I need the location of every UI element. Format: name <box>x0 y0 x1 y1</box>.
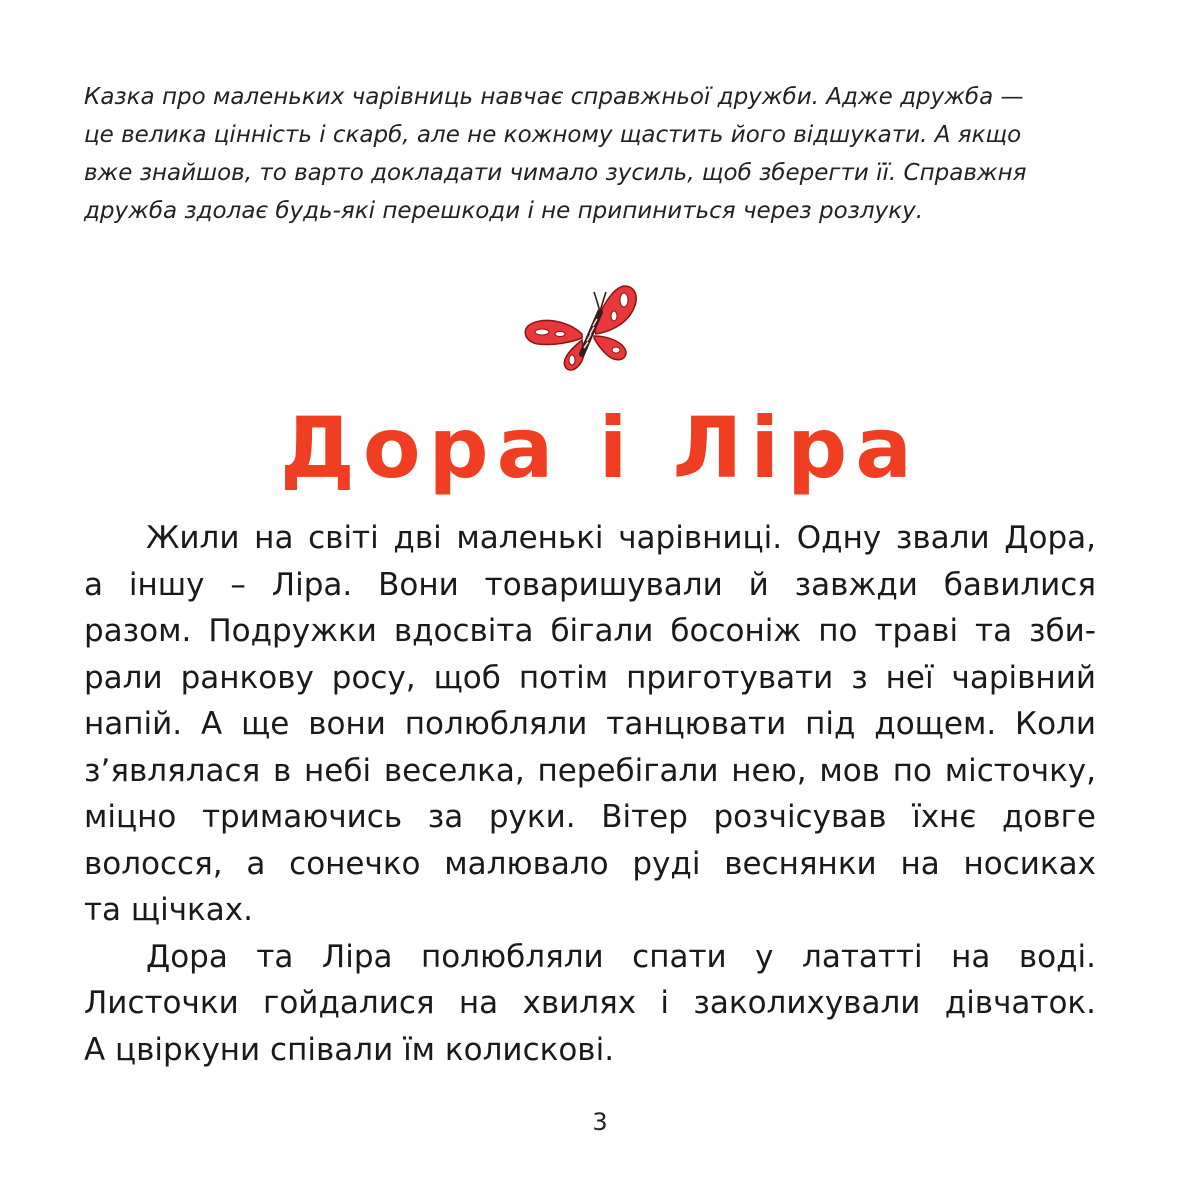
intro-line: Казка про маленьких чарівниць навчає справжньої дружби. Адже дружба — <box>84 84 1024 110</box>
intro-paragraph <box>84 78 1114 230</box>
story-line: з’являлася в небі веселка, перебігали нею, мов по місточку, <box>84 752 1096 789</box>
page-number: 3 <box>592 1108 608 1136</box>
story-line: Жили на світі дві маленькі чарівниці. Одну звали Дора, <box>146 520 1096 556</box>
story-line: а іншу – Ліра. Вони товаришували й завжди бавилися <box>84 566 1096 603</box>
intro-line: дружба здолає будь-які перешкоди і не припиниться через розлуку. <box>84 198 924 224</box>
intro-line: це велика цінність і скарб, але не кожному щастить його відшукати. А якщо <box>84 122 1022 148</box>
story-line: та щічках. <box>84 892 253 928</box>
story-body <box>84 515 1096 1073</box>
story-line: Листочки гойдалися на хвилях і заколихували дівчаток. <box>84 985 1096 1021</box>
story-line: рали ранкову росу, щоб потім приготувати з неї чарівний <box>84 659 1096 696</box>
intro-line: вже знайшов, то варто докладати чималo зусиль, щоб зберегти її. Справжня <box>84 160 1027 186</box>
story-line: Дора та Ліра полюбляли спати у лататті на воді. <box>146 938 1096 975</box>
story-line: напій. А ще вони полюбляли танцювати під дощем. Коли <box>84 706 1096 742</box>
story-line: волосся, а сонечко малювало руді веснянки на носиках <box>84 845 1096 882</box>
story-line: міцно тримаючись за руки. Вітер розчісував їхнє довге <box>84 799 1096 835</box>
story-line: А цвіркуни співали їм колискові. <box>84 1031 615 1068</box>
butterfly-icon <box>520 282 648 378</box>
story-line: разом. Подружки вдосвіта бігали босоніж по траві та зби- <box>84 613 1096 649</box>
story-title: Дора і Ліра <box>280 399 920 497</box>
